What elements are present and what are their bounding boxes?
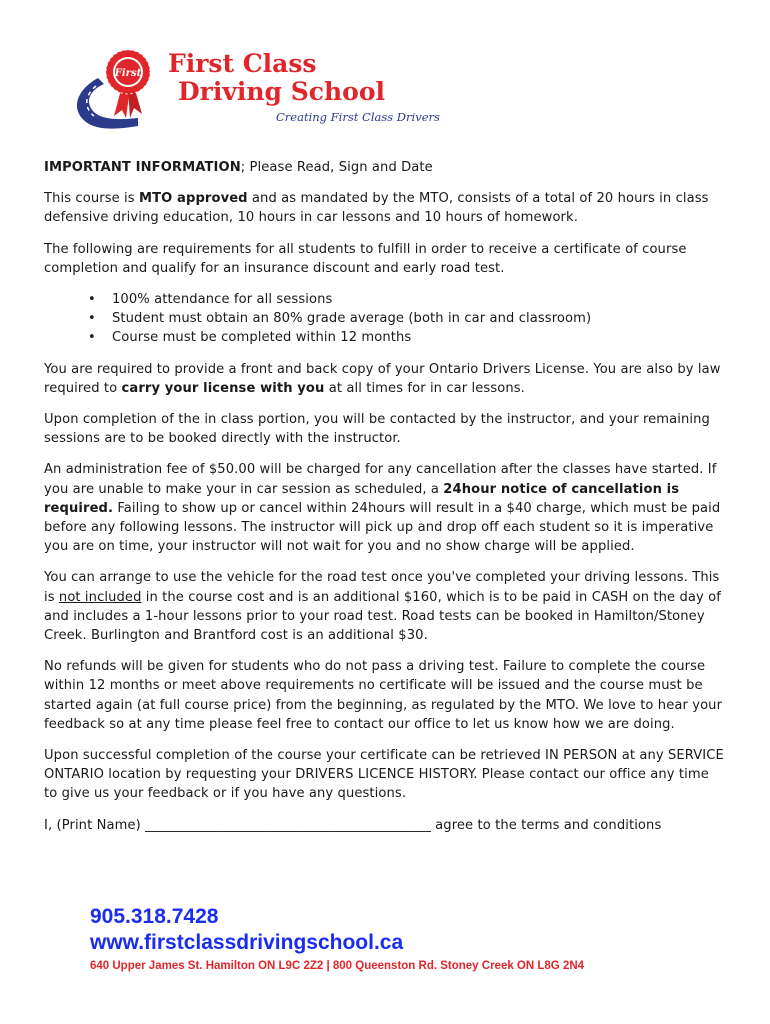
document-body xyxy=(44,158,724,847)
logo-title-line1: First Class xyxy=(168,49,317,78)
important-heading xyxy=(44,158,724,177)
p3-text-c: at all times for in car lessons. xyxy=(324,380,525,396)
heading-bold: IMPORTANT INFORMATION xyxy=(44,160,241,175)
license-paragraph xyxy=(44,360,724,398)
ribbon-road-logo-icon xyxy=(68,38,178,138)
addresses: 640 Upper James St. Hamilton ON L9C 2Z2 | 800 Queenston Rd. Stoney Creek ON L8G 2N4 xyxy=(90,960,585,972)
refund-paragraph: No refunds will be given for students who do not pass a driving test. Failure to complete the course within 12 months or meet above requirements no certificate will be issued and the course must be started again (at full course price) from the beginning, as regulated by the MTO. We love to hear your feedback so at any time please feel free to contact our office to let us know how we are doing. xyxy=(44,659,723,732)
p6-text-a: You can arrange to use the vehicle for the road test once you've completed your driving lessons. This is xyxy=(44,570,720,605)
p6-underlined: not included xyxy=(58,589,142,605)
signature-line xyxy=(44,816,724,835)
road-test-paragraph xyxy=(44,568,724,645)
requirements-list xyxy=(44,290,724,348)
contact-footer xyxy=(90,904,730,974)
logo xyxy=(68,38,468,138)
requirements-intro-paragraph: The following are requirements for all students to fulfill in order to receive a certificate of course completion and qualify for an insurance discount and early road test. xyxy=(44,241,687,276)
list-item: • 100% attendance for all sessions xyxy=(44,290,724,309)
logo-title-line2: Driving School xyxy=(178,77,386,106)
print-name-field[interactable]: ___________________________________________ xyxy=(145,817,431,833)
course-overview-paragraph xyxy=(44,189,724,227)
signature-suffix: agree to the terms and conditions xyxy=(430,817,662,833)
p1-bold: MTO approved xyxy=(138,191,248,207)
p1-text-c: and as mandated by the MTO, consists of a total of 20 hours in class defensive driving education, 10 hours in car lessons and 10 hours of homework. xyxy=(44,191,709,226)
p5-text-a: An administration fee of $50.00 will be charged for any cancellation after the classes have started. If you are unable to make your in car session as scheduled, a xyxy=(44,462,717,497)
phone-number[interactable]: 905.318.7428 xyxy=(90,905,219,928)
heading-rest: ; Please Read, Sign and Date xyxy=(240,160,433,175)
instructor-paragraph: Upon completion of the in class portion, you will be contacted by the instructor, and your remaining sessions are to be booked directly with the instructor. xyxy=(44,412,710,447)
logo-badge-text: First xyxy=(114,68,142,79)
p3-bold: carry your license with you xyxy=(121,380,325,396)
p6-text-c: in the course cost and is an additional $160, which is to be paid in CASH on the day of and includes a 1-hour lessons prior to your road test. Road tests can be booked in Hamilton/Stoney Creek. Burlington and Brantford cost is an additional $30. xyxy=(44,589,721,644)
p1-text-a: This course is xyxy=(44,191,139,207)
p3-text-a: You are required to provide a front and back copy of your Ontario Drivers License. You are also by law required to xyxy=(44,361,721,396)
cancellation-paragraph xyxy=(44,460,724,556)
list-item: • Course must be completed within 12 months xyxy=(44,328,724,347)
list-item: • Student must obtain an 80% grade average (both in car and classroom) xyxy=(44,309,724,328)
logo-tagline: Creating First Class Drivers xyxy=(276,110,440,124)
p5-text-c: Failing to show up or cancel within 24hours will result in a $40 charge, which must be paid before any following lessons. The instructor will pick up and drop off each student so it is imperative you are on time, your instructor will not wait for you and no show charge will be applied. xyxy=(44,500,721,555)
signature-prefix: I, (Print Name) xyxy=(44,817,146,833)
website-link[interactable]: www.firstclassdrivingschool.ca xyxy=(90,931,404,954)
p5-bold: 24hour notice of cancellation is required. xyxy=(44,481,680,516)
certificate-paragraph: Upon successful completion of the course your certificate can be retrieved IN PERSON at any SERVICE ONTARIO location by requesting your DRIVERS LICENCE HISTORY. Please contact our office any time to give us your feedback or if you have any questions. xyxy=(44,748,724,802)
